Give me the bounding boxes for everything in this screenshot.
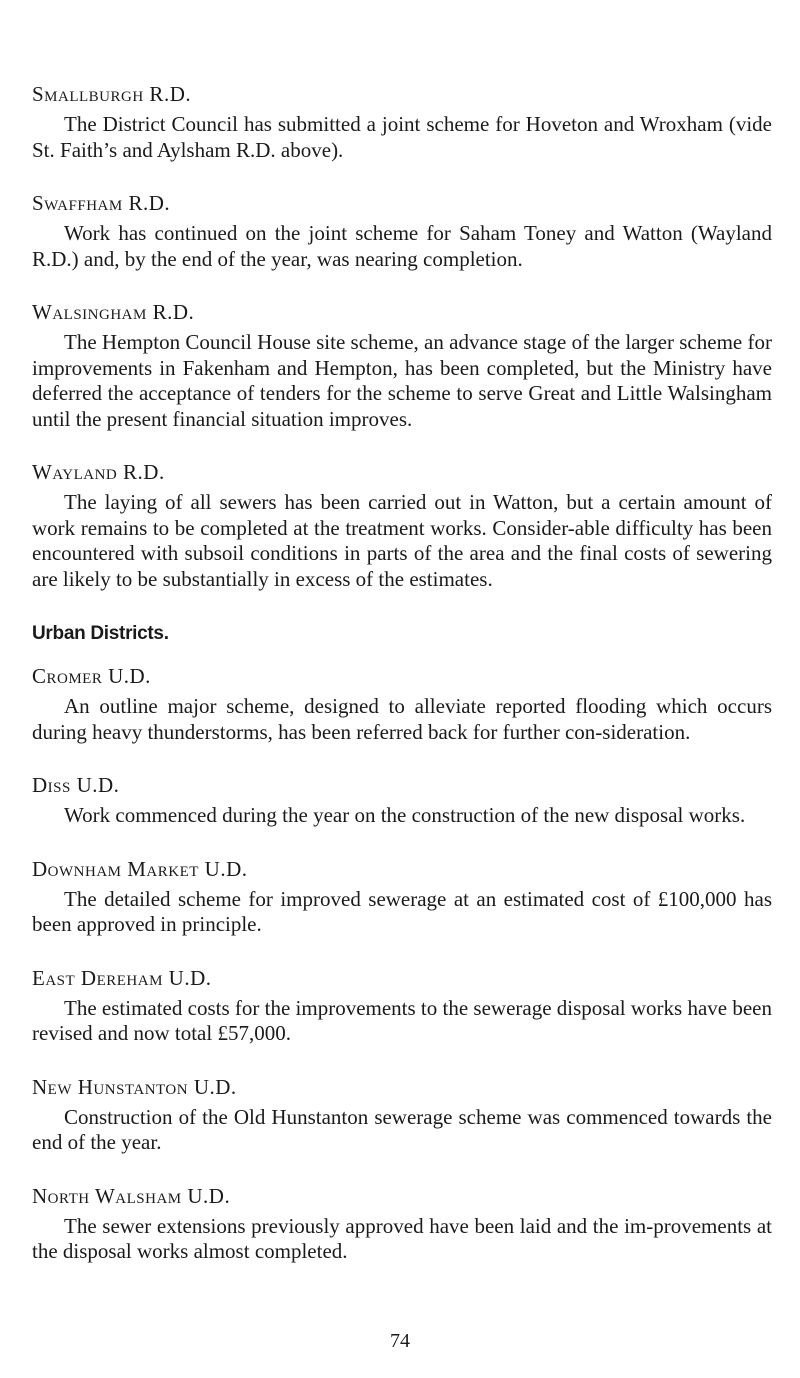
section-body: An outline major scheme, designed to alleviate reported flooding which occurs during heavy thunderstorms, has been referred back for further con-sideration. — [32, 694, 772, 744]
section-downham-market — [32, 855, 772, 938]
section-body: The laying of all sewers has been carried out in Watton, but a certain amount of work remains to be completed at the treatment works. Consider-able difficulty has been encountered with subsoil conditions in parts of the area and the final costs of sewering are likely to be substantially in excess of the estimates. — [32, 490, 772, 591]
document-page — [32, 80, 772, 1265]
section-swaffham — [32, 189, 772, 272]
page-number: 74 — [390, 1330, 410, 1352]
section-diss — [32, 771, 772, 829]
section-heading: Diss U.D. — [32, 773, 120, 797]
section-body: The sewer extensions previously approved have been laid and the im-provements at the disposal works almost completed. — [32, 1213, 772, 1263]
group-heading: Urban Districts. — [32, 623, 169, 644]
section-east-dereham — [32, 964, 772, 1047]
section-smallburgh — [32, 80, 772, 163]
section-walsingham — [32, 298, 772, 432]
section-heading: Wayland R.D. — [32, 460, 165, 484]
section-body: Work commenced during the year on the construction of the new disposal works. — [64, 803, 746, 827]
section-heading: Downham Market U.D. — [32, 856, 248, 881]
section-body: The District Council has submitted a joint scheme for Hoveton and Wroxham (vide St. Faith’s and Aylsham R.D. above). — [32, 112, 772, 162]
section-wayland — [32, 458, 772, 592]
section-north-walsham — [32, 1182, 772, 1265]
section-body: Work has continued on the joint scheme for Saham Toney and Watton (Wayland R.D.) and, by the end of the year, was nearing completion. — [32, 221, 772, 271]
section-new-hunstanton — [32, 1073, 772, 1156]
urban-districts-group — [32, 622, 772, 646]
section-body: The Hempton Council House site scheme, an advance stage of the larger scheme for improvements in Fakenham and Hempton, has been completed, but the Ministry have deferred the acceptance of tenders for the scheme to serve Great and Little Walsingham until the present financial situation improves. — [32, 330, 772, 431]
section-heading: North Walsham U.D. — [32, 1183, 231, 1208]
section-heading: New Hunstanton U.D. — [32, 1074, 237, 1099]
section-heading: Swaffham R.D. — [32, 191, 171, 215]
section-body: The estimated costs for the improvements to the sewerage disposal works have been revised and now total £57,000. — [32, 995, 772, 1045]
section-heading: East Dereham U.D. — [32, 965, 212, 990]
section-body: The detailed scheme for improved sewerage at an estimated cost of £100,000 has been approved in principle. — [32, 886, 772, 936]
section-heading: Cromer U.D. — [32, 664, 151, 688]
section-heading: Smallburgh R.D. — [32, 82, 192, 106]
section-cromer — [32, 662, 772, 745]
section-body: Construction of the Old Hunstanton sewerage scheme was commenced towards the end of the year. — [32, 1104, 772, 1154]
section-heading: Walsingham R.D. — [32, 300, 195, 324]
